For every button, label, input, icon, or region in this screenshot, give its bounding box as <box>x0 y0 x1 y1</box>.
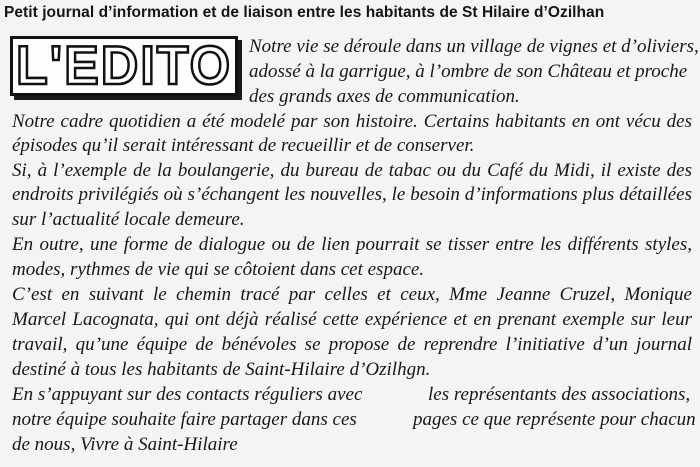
body-line: sur l’actualité locale demeure. <box>12 209 245 230</box>
body-line: travail, qu’une équipe de bénévoles se propose de reprendre l’initiative d’un journal <box>12 334 692 355</box>
body-line: pages ce que représente pour chacun <box>413 409 696 430</box>
edito-title-box <box>10 36 238 96</box>
body-line: Notre vie se déroule dans un village de vignes et d’oliviers, <box>249 36 699 57</box>
newsletter-subtitle: Petit journal d’information et de liaison entre les habitants de St Hilaire d’Ozilhan <box>4 4 605 21</box>
body-line: modes, rythmes de vie qui se côtoient dans cet espace. <box>12 259 425 280</box>
body-line: En outre, une forme de dialogue ou de lien pourrait se tisser entre les différents styles, <box>12 234 692 255</box>
body-line: destiné à tous les habitants de Saint-Hilaire d’Ozilhgn. <box>12 359 431 380</box>
body-line: de nous, Vivre à Saint-Hilaire <box>12 434 238 455</box>
body-line: adossé à la garrigue, à l’ombre de son Château et proche <box>249 61 688 82</box>
body-line: endroits privilégiés où s’échangent les nouvelles, le besoin d’informations plus détaillées <box>12 184 692 205</box>
body-line: En s’appuyant sur des contacts réguliers avec <box>12 384 363 405</box>
body-line: Marcel Lacognata, qui ont déjà réalisé cette expérience et en prenant exemple sur leur <box>12 309 692 330</box>
body-line: Notre cadre quotidien a été modelé par son histoire. Certains habitants en ont vécu des <box>12 111 692 132</box>
body-line: les représentants des associations, <box>428 384 691 405</box>
edito-title: L'EDITO <box>15 36 233 96</box>
body-line: des grands axes de communication. <box>249 86 520 107</box>
body-line: Si, à l’exemple de la boulangerie, du bureau de tabac ou du Café du Midi, il existe des <box>12 160 692 181</box>
body-line: notre équipe souhaite faire partager dans ces <box>12 409 357 430</box>
body-line: épisodes qu’il serait intéressant de recueillir et de conserver. <box>12 135 475 156</box>
body-line: C’est en suivant le chemin tracé par celles et ceux, Mme Jeanne Cruzel, Monique <box>12 284 692 305</box>
